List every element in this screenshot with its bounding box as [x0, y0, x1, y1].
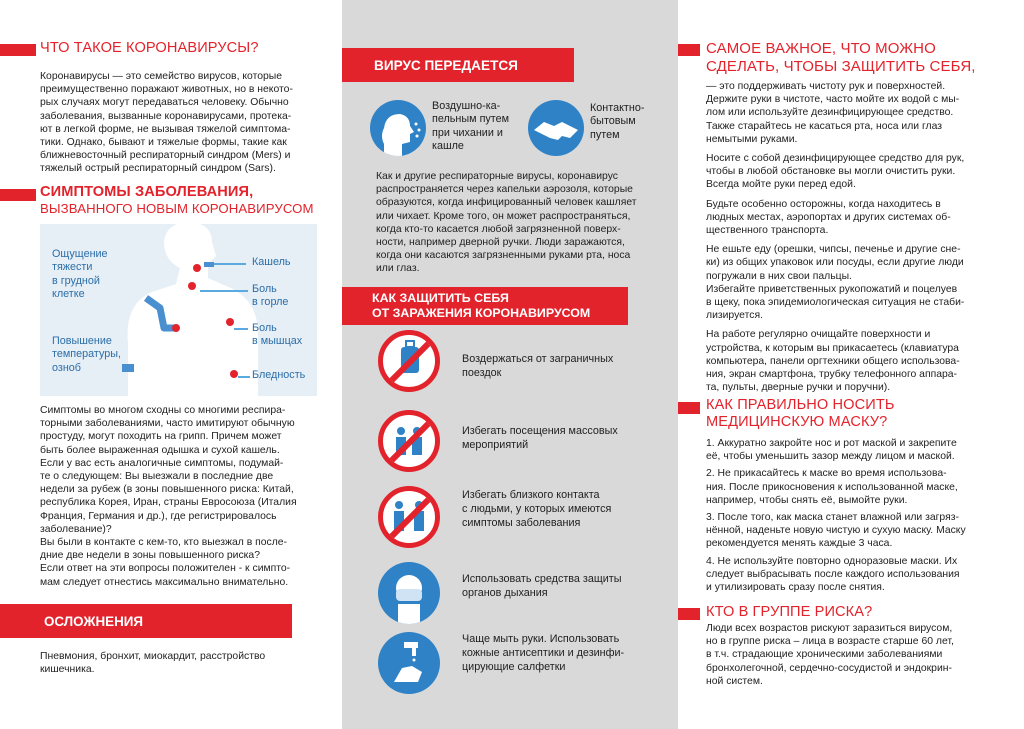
main-title: САМОЕ ВАЖНОЕ, ЧТО МОЖНО СДЕЛАТЬ, ЧТОБЫ ЗАЩИТИТЬ СЕБЯ,	[706, 40, 976, 75]
section-marker	[678, 402, 700, 414]
section-marker	[0, 44, 36, 56]
transmit-text: Как и другие респираторные вирусы, коронавирус распространяется через капельки аэрозоля, которые образуются, когда инфицированный человек кашляет или чихает. Кроме того, он может распространяться, когда кто-то касается любой загрязненной поверх- ности, например дверной ручки. Люди заражаются, когда они касаются загрязненными руками рта, носа или глаз.	[376, 171, 637, 275]
leader-line	[214, 263, 246, 265]
leader-line	[238, 376, 250, 378]
rule-face-mask: Использовать средства защиты органов дыхания	[462, 573, 622, 600]
symptom-throat-label: Боль в горле	[252, 283, 289, 309]
no-contact-icon	[378, 486, 440, 548]
middle-column	[342, 0, 678, 729]
leader-line	[234, 328, 248, 330]
mask-list: 1. Аккуратно закройте нос и рот маской и закрепите её, чтобы уменьшить зазор между лицом и маской. 2. Не прикасайтесь к маске во время использова- ния. После прикосновения к использованной маске, например, чтобы снять её, вымойте руки. 3. После того, как маска станет влажной или загряз- нённой, наденьте новую чистую и сухую маску. Маску рекомендуется менять каждые 3 часа. 4. Не используйте повторно одноразовые маски. Их следует выбрасывать после каждого использования и утилизировать сразу после снятия.	[706, 438, 966, 594]
section-marker	[678, 44, 700, 56]
what-text: Коронавирусы — это семейство вирусов, которые преимущественно поражают животных, но в некото- рых случаях могут передаваться человеку. Обычно заболевания, вызванные коронавирусами, протека- ют в легкой форме, не вызывая тяжелой симптома- тики. Однако, бывают и тяжелые формы, такие как ближневосточный респираторный синдром (Mers) и тяжелый острый респираторный синдром (Sars).	[40, 71, 293, 175]
rule-hand-wash: Чаще мыть руки. Использовать кожные антисептики и дезинфи- цирующие салфетки	[462, 633, 625, 674]
risk-text: Люди всех возрастов рискуют заразиться вирусом, но в группе риска – лица в возрасте старше 60 лет, в т.ч. страдающие хроническими заболеваниями бронхолегочной, сердечно-сосудистой и эндокрин- ной систем.	[706, 623, 954, 687]
left-column	[0, 0, 342, 729]
complications-text: Пневмония, бронхит, миокардит, расстройство кишечника.	[40, 651, 266, 676]
symptom-pale-label: Бледность	[252, 369, 306, 381]
complications-ribbon	[0, 604, 292, 638]
transmit-title: ВИРУС ПЕРЕДАЕТСЯ	[374, 57, 518, 73]
symptom-fever-label: Повышение температуры, озноб	[52, 335, 121, 374]
right-column	[678, 0, 1024, 729]
section-marker	[678, 608, 700, 620]
airborne-icon	[370, 100, 426, 156]
contact-label: Контактно- бытовым путем	[590, 102, 645, 141]
handshake-icon	[528, 100, 584, 156]
hand-wash-icon	[378, 632, 440, 694]
main-text: — это поддерживать чистоту рук и поверхностей. Держите руки в чистоте, часто мойте их водой с мы- лом или используйте дезинфицирующее средство. Также старайтесь не касаться рта, носа или глаз немытыми руками. Носите с собой дезинфицирующее средство для рук, чтобы в любой обстановке вы могли очистить руки. Всегда мойте руки перед едой. Будьте особенно осторожны, когда находитесь в людных местах, аэропортах и других системах об- щественного транспорта. Не ешьте еду (орешки, чипсы, печенье и другие сне- ки) из общих упаковок или посуды, если другие люди погружали в них свои пальцы. Избегайте приветственных рукопожатий и поцелуев в щеку, пока эпидемиологическая ситуация не стаби- лизируется. На работе регулярно очищайте поверхности и устройства, к которым вы прикасаетесь (клавиатура компьютера, панели оргтехники общего использова- ния, экран смартфона, трубку телефонного аппара- та, пульты, дверные ручки и поручни).	[706, 81, 965, 394]
no-travel-icon	[378, 330, 440, 392]
protect-subtitle: ОТ ЗАРАЖЕНИЯ КОРОНАВИРУСОМ	[372, 306, 591, 320]
what-title: ЧТО ТАКОЕ КОРОНАВИРУСЫ?	[40, 40, 259, 56]
symptoms-title: СИМПТОМЫ ЗАБОЛЕВАНИЯ,	[40, 184, 254, 200]
protect-title: КАК ЗАЩИТИТЬ СЕБЯ	[372, 290, 509, 305]
complications-title: ОСЛОЖНЕНИЯ	[44, 613, 144, 629]
no-crowds-icon	[378, 410, 440, 472]
symptoms-subtitle: ВЫЗВАННОГО НОВЫМ КОРОНАВИРУСОМ	[40, 201, 314, 216]
symptom-muscles-label: Боль в мышцах	[252, 322, 303, 348]
rule-no-contact: Избегать близкого контакта с людьми, у которых имеются симптомы заболевания	[462, 489, 612, 530]
symptom-chest-label: Ощущение тяжести в грудной клетке	[52, 248, 108, 301]
protect-ribbon	[342, 287, 628, 325]
rule-no-travel: Воздержаться от заграничных поездок	[462, 353, 614, 380]
symptoms-text: Симптомы во многом сходны со многими респира- торными заболеваниями, часто имитируют обычную простуду, могут походить на грипп. Причем может быть более выраженная одышка и сухой кашель. Если у вас есть аналогичные симптомы, подумай- те о следующем: Вы выезжали в последние две недели за рубеж (в зоны повышенного риска: Китай, республика Корея, Иран, страны Евросоюза (Италия Франция, Германия и др.), где регистрировалось заболевание)? Вы были в контакте с кем-то, кто выезжал в после- дние две недели в зоны повышенного риска? Если ответ на эти вопросы положителен - к симпто- мам следует отнестись максимально внимательно.	[40, 405, 297, 588]
face-mask-icon	[378, 562, 440, 624]
airborne-label: Воздушно-ка- пельным путем при чихании и кашле	[432, 100, 510, 153]
rule-no-crowds: Избегать посещения массовых мероприятий	[462, 425, 618, 452]
risk-title: КТО В ГРУППЕ РИСКА?	[706, 604, 873, 620]
transmit-ribbon	[342, 48, 574, 82]
mask-title: КАК ПРАВИЛЬНО НОСИТЬ МЕДИЦИНСКУЮ МАСКУ?	[706, 397, 895, 431]
section-marker	[0, 189, 36, 201]
symptom-cough-label: Кашель	[252, 256, 291, 268]
leader-line	[200, 290, 248, 292]
